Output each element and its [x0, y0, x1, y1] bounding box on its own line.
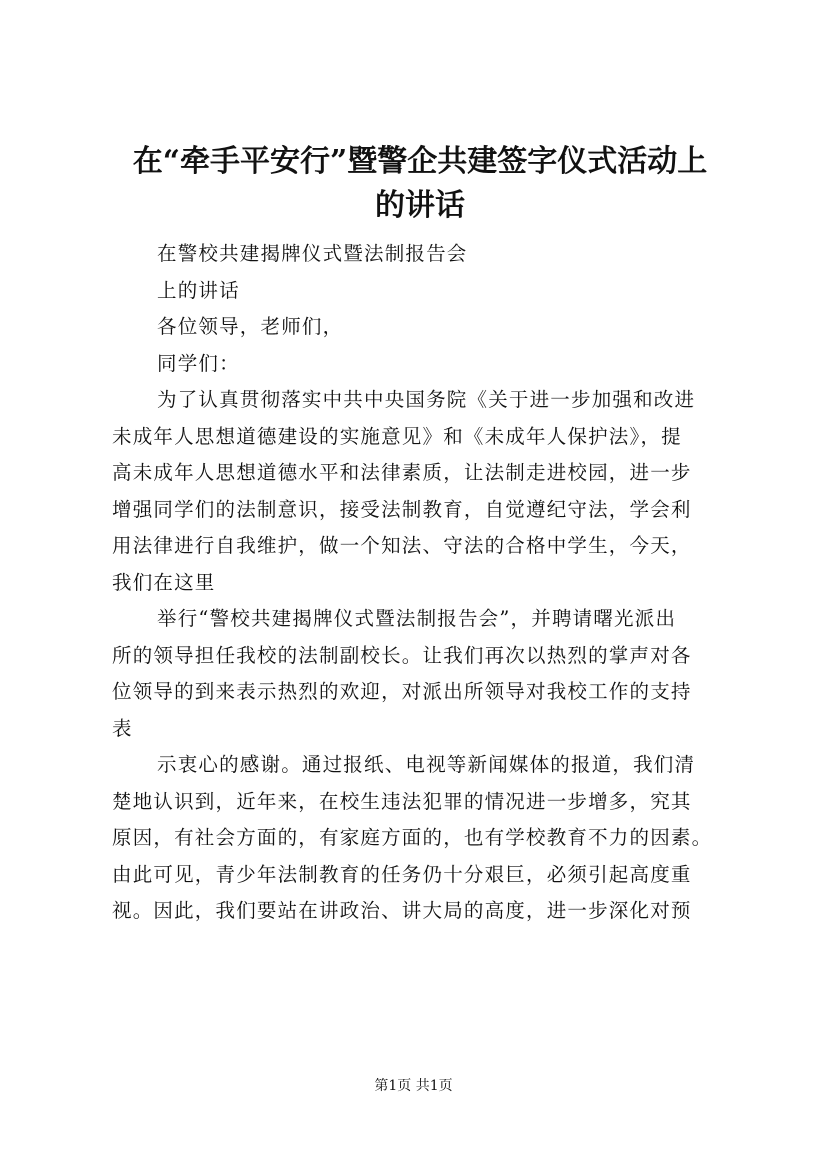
paragraph	[112, 346, 742, 383]
paragraph	[112, 273, 742, 310]
text-line: 为了认真贯彻落实中共中央国务院《关于进一步加强和改进	[157, 388, 696, 411]
text-line: 上的讲话	[157, 278, 240, 302]
paragraph	[112, 601, 742, 747]
text-line: 用法律进行自我维护，做一个知法、守法的合格中学生，今天，	[112, 534, 692, 557]
text-line: 举行“警校共建揭牌仪式暨法制报告会”，并聘请曙光派出	[157, 607, 677, 630]
document-body	[112, 236, 742, 930]
page-number: 第1页 共1页	[374, 1078, 453, 1094]
page-title	[100, 140, 740, 228]
text-line: 位领导的到来表示热烈的欢迎，对派出所领导对我校工作的支持	[112, 680, 692, 703]
title-line-1: 在“牵手平安行”暨警企共建签字仪式活动上	[132, 144, 708, 179]
paragraph	[112, 236, 742, 273]
text-line: 增强同学们的法制意识，接受法制教育，自觉遵纪守法，学会利	[112, 497, 692, 521]
text-line: 所的领导担任我校的法制副校长。让我们再次以热烈的掌声对各	[112, 643, 692, 667]
text-line: 表	[112, 716, 133, 740]
text-line: 原因，有社会方面的，有家庭方面的，也有学校教育不力的因素。	[112, 826, 713, 849]
text-line: 同学们：	[157, 351, 240, 375]
text-line: 未成年人思想道德建设的实施意见》和《未成年人保护法》，提	[112, 424, 682, 448]
paragraph	[112, 382, 742, 601]
paragraph	[112, 309, 742, 346]
text-line: 示衷心的感谢。通过报纸、电视等新闻媒体的报道，我们清	[157, 753, 696, 776]
text-line: 我们在这里	[112, 570, 216, 594]
page-footer	[0, 1076, 827, 1096]
text-line: 视。因此，我们要站在讲政治、讲大局的高度，进一步深化对预	[112, 899, 692, 922]
paragraph	[112, 747, 742, 930]
text-line: 高未成年人思想道德水平和法律素质，让法制走进校园，进一步	[112, 461, 692, 484]
text-line: 在警校共建揭牌仪式暨法制报告会	[157, 242, 468, 265]
title-line-2: 的讲话	[375, 188, 465, 223]
text-line: 各位领导，老师们，	[157, 315, 344, 338]
text-line: 由此可见，青少年法制教育的任务仍十分艰巨，必须引起高度重	[112, 862, 692, 886]
text-line: 楚地认识到，近年来，在校生违法犯罪的情况进一步增多，究其	[112, 789, 692, 813]
